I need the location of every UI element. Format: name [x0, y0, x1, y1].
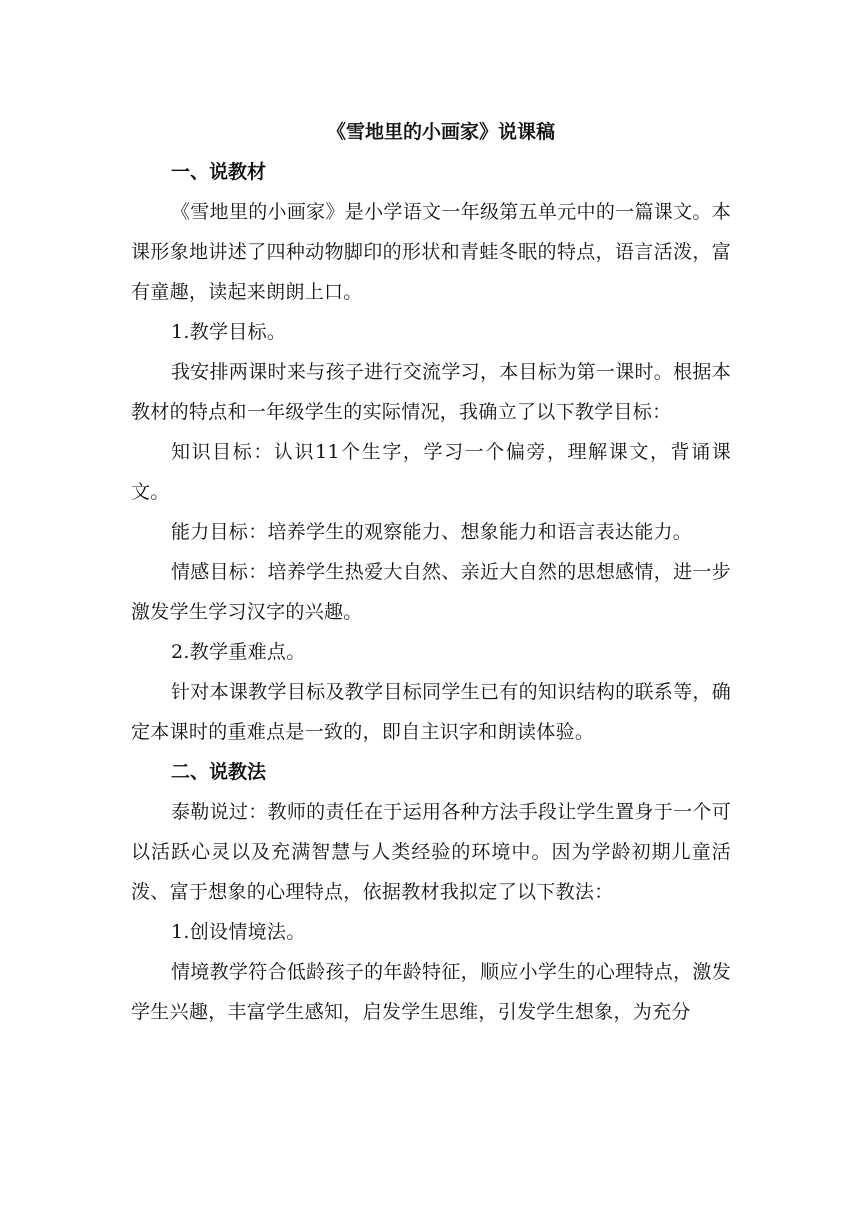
section-heading-textbook: 一、说教材 [171, 161, 267, 183]
paragraph-situation-method-label: 1.创设情境法。 [171, 921, 306, 943]
paragraph-key-points: 针对本课教学目标及教学目标同学生已有的知识结构的联系等，确定本课时的重难点是一致的，即自主识字和朗读体验。 [131, 681, 731, 743]
paragraph-ability-goal: 能力目标：培养学生的观察能力、想象能力和语言表达能力。 [171, 521, 693, 543]
paragraph-intro: 《雪地里的小画家》是小学语文一年级第五单元中的一篇课文。本课形象地讲述了四种动物脚印的形状和青蛙冬眠的特点，语言活泼，富有童趣，读起来朗朗上口。 [131, 201, 731, 303]
paragraph-situation-method: 情境教学符合低龄孩子的年龄特征，顺应小学生的心理特点，激发学生兴趣，丰富学生感知，启发学生思维，引发学生想象，为充分 [131, 961, 731, 1023]
paragraph-lesson-plan: 我安排两课时来与孩子进行交流学习，本目标为第一课时。根据本教材的特点和一年级学生的实际情况，我确立了以下教学目标： [131, 361, 731, 423]
paragraph-key-points-label: 2.教学重难点。 [171, 641, 306, 663]
paragraph-emotion-goal: 情感目标：培养学生热爱大自然、亲近大自然的思想感情，进一步激发学生学习汉字的兴趣。 [131, 561, 731, 623]
paragraph-knowledge-goal: 知识目标：认识11个生字，学习一个偏旁，理解课文，背诵课文。 [131, 441, 731, 503]
paragraph-tyler-quote: 泰勒说过：教师的责任在于运用各种方法手段让学生置身于一个可以活跃心灵以及充满智慧与人类经验的环境中。因为学龄初期儿童活泼、富于想象的心理特点，依据教材我拟定了以下教法： [131, 801, 731, 903]
document-page [131, 112, 731, 1032]
paragraph-goals-label: 1.教学目标。 [171, 321, 287, 343]
section-heading-method: 二、说教法 [171, 761, 267, 783]
document-title: 《雪地里的小画家》说课稿 [326, 121, 555, 143]
